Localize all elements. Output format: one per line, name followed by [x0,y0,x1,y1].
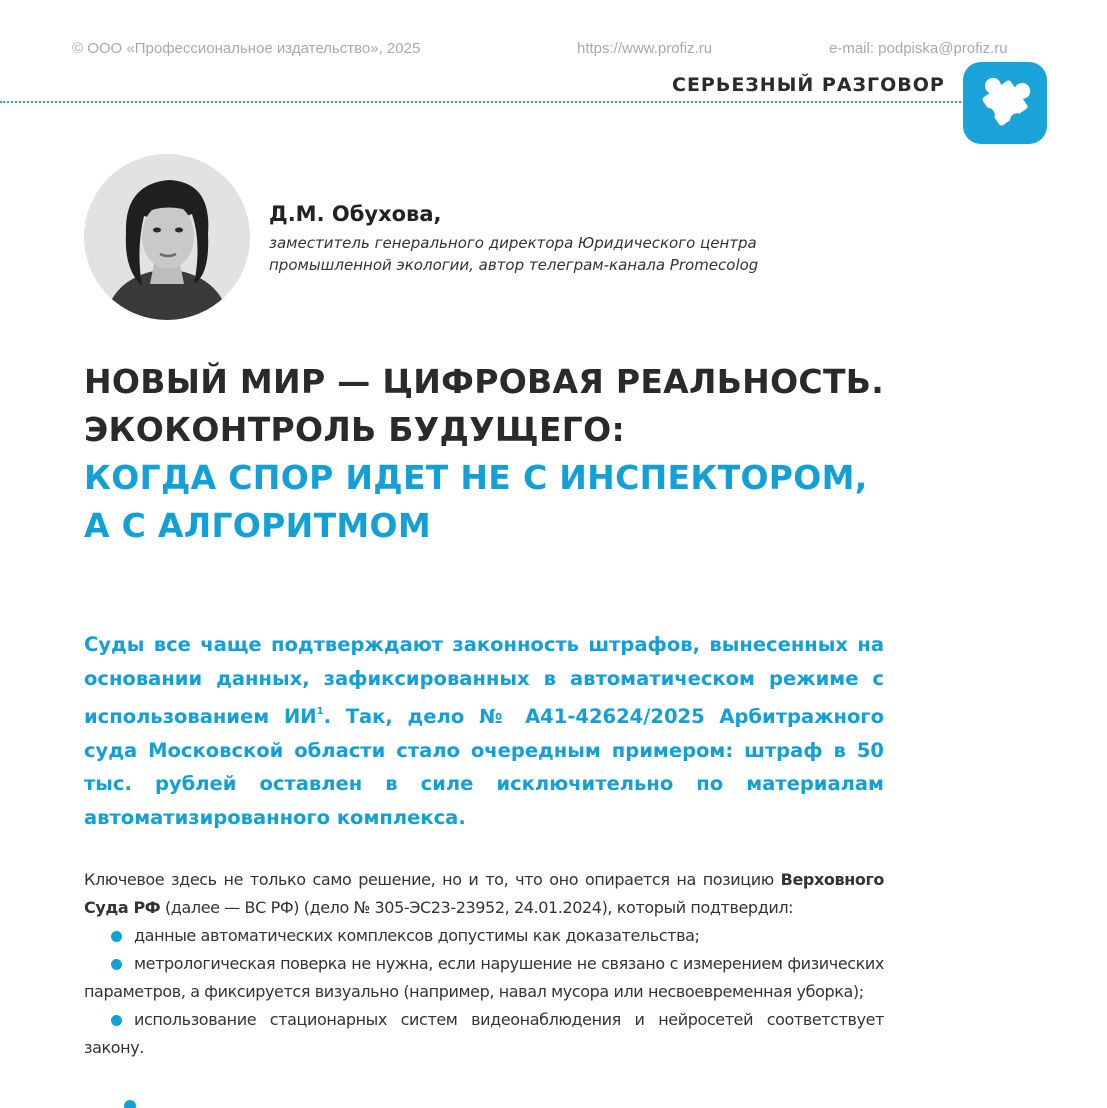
running-header [0,40,1107,60]
author-role: заместитель генерального директора Юридического центра промышленной экологии, автор телеграм-канала Promecolog [269,234,759,274]
lead-part-2: . Так, дело № А41-42624/2025 Арбитражного суда Московской области стало очередным примером: штраф в 50 тыс. рублей оставлен в силе исключительно по материалам автоматизированного комплекса. [84,705,884,829]
article-title [84,358,904,550]
intro-before: Ключевое здесь не только само решение, но и то, что оно опирается на позицию [84,870,781,889]
title-line-3: КОГДА СПОР ИДЕТ НЕ С ИНСПЕКТОРОМ, [84,458,868,497]
email-link[interactable]: e-mail: podpiska@profiz.ru [829,40,1008,57]
copyright-text: © ООО «Профессиональное издательство», 2025 [72,40,421,57]
title-line-1: НОВЫЙ МИР — ЦИФРОВАЯ РЕАЛЬНОСТЬ. [84,362,885,401]
intro-after: (далее — ВС РФ) (дело № 305-ЭС23-23952, 24.01.2024), который подтвердил: [160,898,794,917]
list-item [84,922,884,950]
bullet-text: метрологическая поверка не нужна, если нарушение не связано с измерением физических параметров, а фиксируется визуально (например, навал мусора или несвоевременная уборка); [84,954,884,1001]
author-block [269,202,869,276]
author-photo [84,154,250,320]
puzzle-icon [963,62,1047,144]
dotted-divider [0,101,985,103]
bullet-icon [111,931,122,942]
lead-part-1: Суды все чаще подтверждают законность штрафов, вынесенных на основании данных, зафиксированных в автоматическом режиме с использованием ИИ [84,633,884,728]
body-text [84,866,884,1062]
list-item [84,950,884,1006]
intro-bold: Верховного Суда РФ [84,870,884,917]
bullet-icon [111,1015,122,1026]
cut-off-bullet [84,1096,384,1108]
bullet-list [84,922,884,1062]
site-link[interactable]: https://www.profiz.ru [577,40,713,57]
list-item [84,1006,884,1062]
title-line-2: ЭКОКОНТРОЛЬ БУДУЩЕГО: [84,410,625,449]
lead-paragraph [84,628,884,834]
bullet-text: данные автоматических комплексов допустимы как доказательства; [134,926,700,945]
bullet-icon [111,959,122,970]
section-title: СЕРЬЕЗНЫЙ РАЗГОВОР [672,74,945,96]
title-line-4: А С АЛГОРИТМОМ [84,506,432,545]
footnote-marker[interactable]: 1 [316,706,324,717]
bullet-icon [124,1100,136,1108]
intro-paragraph [84,866,884,922]
author-name: Д.М. Обухова, [269,202,442,226]
section-badge [963,62,1047,144]
bullet-text: использование стационарных систем видеонаблюдения и нейросетей соответствует закону. [84,1010,884,1057]
